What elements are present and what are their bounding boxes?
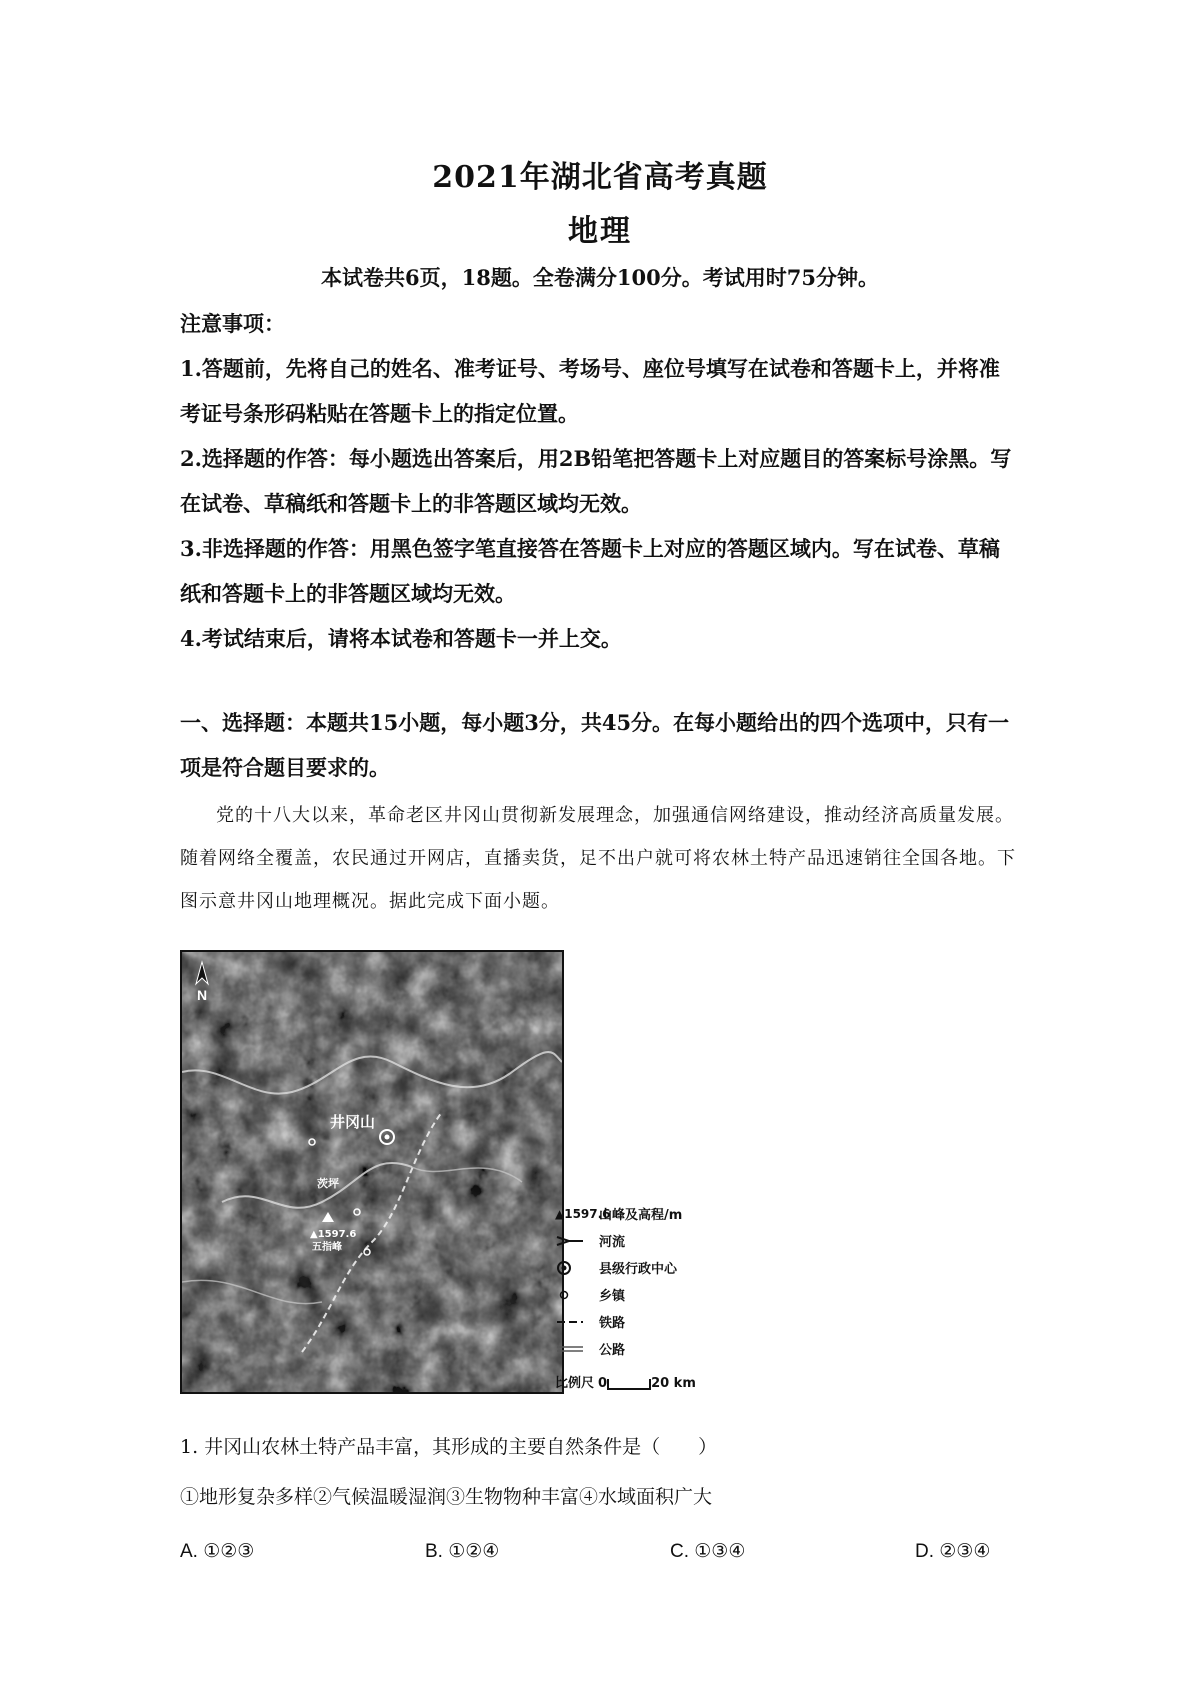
reading-passage: 党的十八大以来，革命老区井冈山贯彻新发展理念，加强通信网络建设，推动经济高质量发展。随着网络全覆盖，农民通过开网店，直播卖货，足不出户就可将农林土特产品迅速销往全国各地。下图示意井冈山地理概况。据此完成下面小题。 (180, 805, 1016, 912)
legend-label: 山峰及高程/m (599, 1208, 683, 1223)
legend-label: 乡镇 (599, 1289, 626, 1304)
road-symbol-icon (555, 1342, 599, 1356)
legend-item-county (555, 1254, 735, 1281)
choice-c[interactable]: C. ①③④ (670, 1541, 746, 1562)
scale-zero: 0 (598, 1376, 608, 1391)
legend-item-river (555, 1227, 735, 1254)
railway-symbol-icon (555, 1315, 599, 1329)
legend-label: 河流 (599, 1235, 626, 1250)
scale-bar-icon (607, 1377, 651, 1391)
map-label-wuzhifeng: 五指峰 (312, 1242, 342, 1253)
exam-meta: 本试卷共6页，18题。全卷满分100分。考试用时75分钟。 (321, 265, 879, 290)
choice-b[interactable]: B. ①②④ (425, 1541, 500, 1562)
town-symbol-icon (555, 1287, 599, 1303)
terrain-map-image (182, 952, 562, 1392)
question-statements: ①地形复杂多样②气候温暖湿润③生物物种丰富④水域面积广大 (180, 1486, 713, 1508)
map-label-peak-elevation: ▲1597.6 (310, 1229, 357, 1240)
notice-item: 2.选择题的作答：每小题选出答案后，用2B铅笔把答题卡上对应题目的答案标号涂黑。写在试卷、草稿纸和答题卡上的非答题区域均无效。 (180, 446, 1012, 516)
county-center-symbol-icon (555, 1260, 599, 1276)
page-title: 2021年湖北省高考真题 (432, 160, 768, 195)
map-label-ciping: 茨坪 (317, 1177, 339, 1190)
legend-label: 铁路 (599, 1316, 626, 1331)
scale-value: 20 km (651, 1376, 696, 1391)
map-scale (555, 1372, 696, 1391)
scale-label: 比例尺 (555, 1376, 595, 1391)
question-stem: 1. 井冈山农林土特产品丰富，其形成的主要自然条件是（ ） (180, 1436, 718, 1458)
subject-title: 地理 (568, 214, 632, 249)
notice-list (180, 346, 1020, 661)
notice-item: 3.非选择题的作答：用黑色签字笔直接答在答题卡上对应的答题区域内。写在试卷、草稿纸和答题卡上的非答题区域均无效。 (180, 536, 1000, 606)
legend-item-town (555, 1281, 735, 1308)
river-symbol-icon (555, 1234, 599, 1248)
choice-d[interactable]: D. ②③④ (915, 1541, 991, 1562)
notice-heading: 注意事项： (180, 311, 285, 336)
section-heading: 一、选择题：本题共15小题，每小题3分，共45分。在每小题给出的四个选项中，只有一项是符合题目要求的。 (180, 710, 1010, 780)
legend-item-rail (555, 1308, 735, 1335)
notice-item: 1.答题前，先将自己的姓名、准考证号、考场号、座位号填写在试卷和答题卡上，并将准考证号条形码粘贴在答题卡上的指定位置。 (180, 356, 1000, 426)
legend-label: 公路 (599, 1343, 626, 1358)
legend-item-road (555, 1335, 735, 1362)
north-label: N (197, 987, 208, 1003)
notice-item: 4.考试结束后，请将本试卷和答题卡一并上交。 (180, 626, 622, 651)
map-label-jinggangshan: 井冈山 (330, 1113, 376, 1131)
choice-a[interactable]: A. ①②③ (180, 1541, 255, 1562)
legend-label: 县级行政中心 (599, 1262, 678, 1277)
map-legend (555, 1200, 735, 1362)
peak-symbol-icon: ▲1597.6 (555, 1206, 611, 1221)
jinggangshan-map (180, 950, 564, 1394)
legend-item-peak (555, 1200, 735, 1227)
